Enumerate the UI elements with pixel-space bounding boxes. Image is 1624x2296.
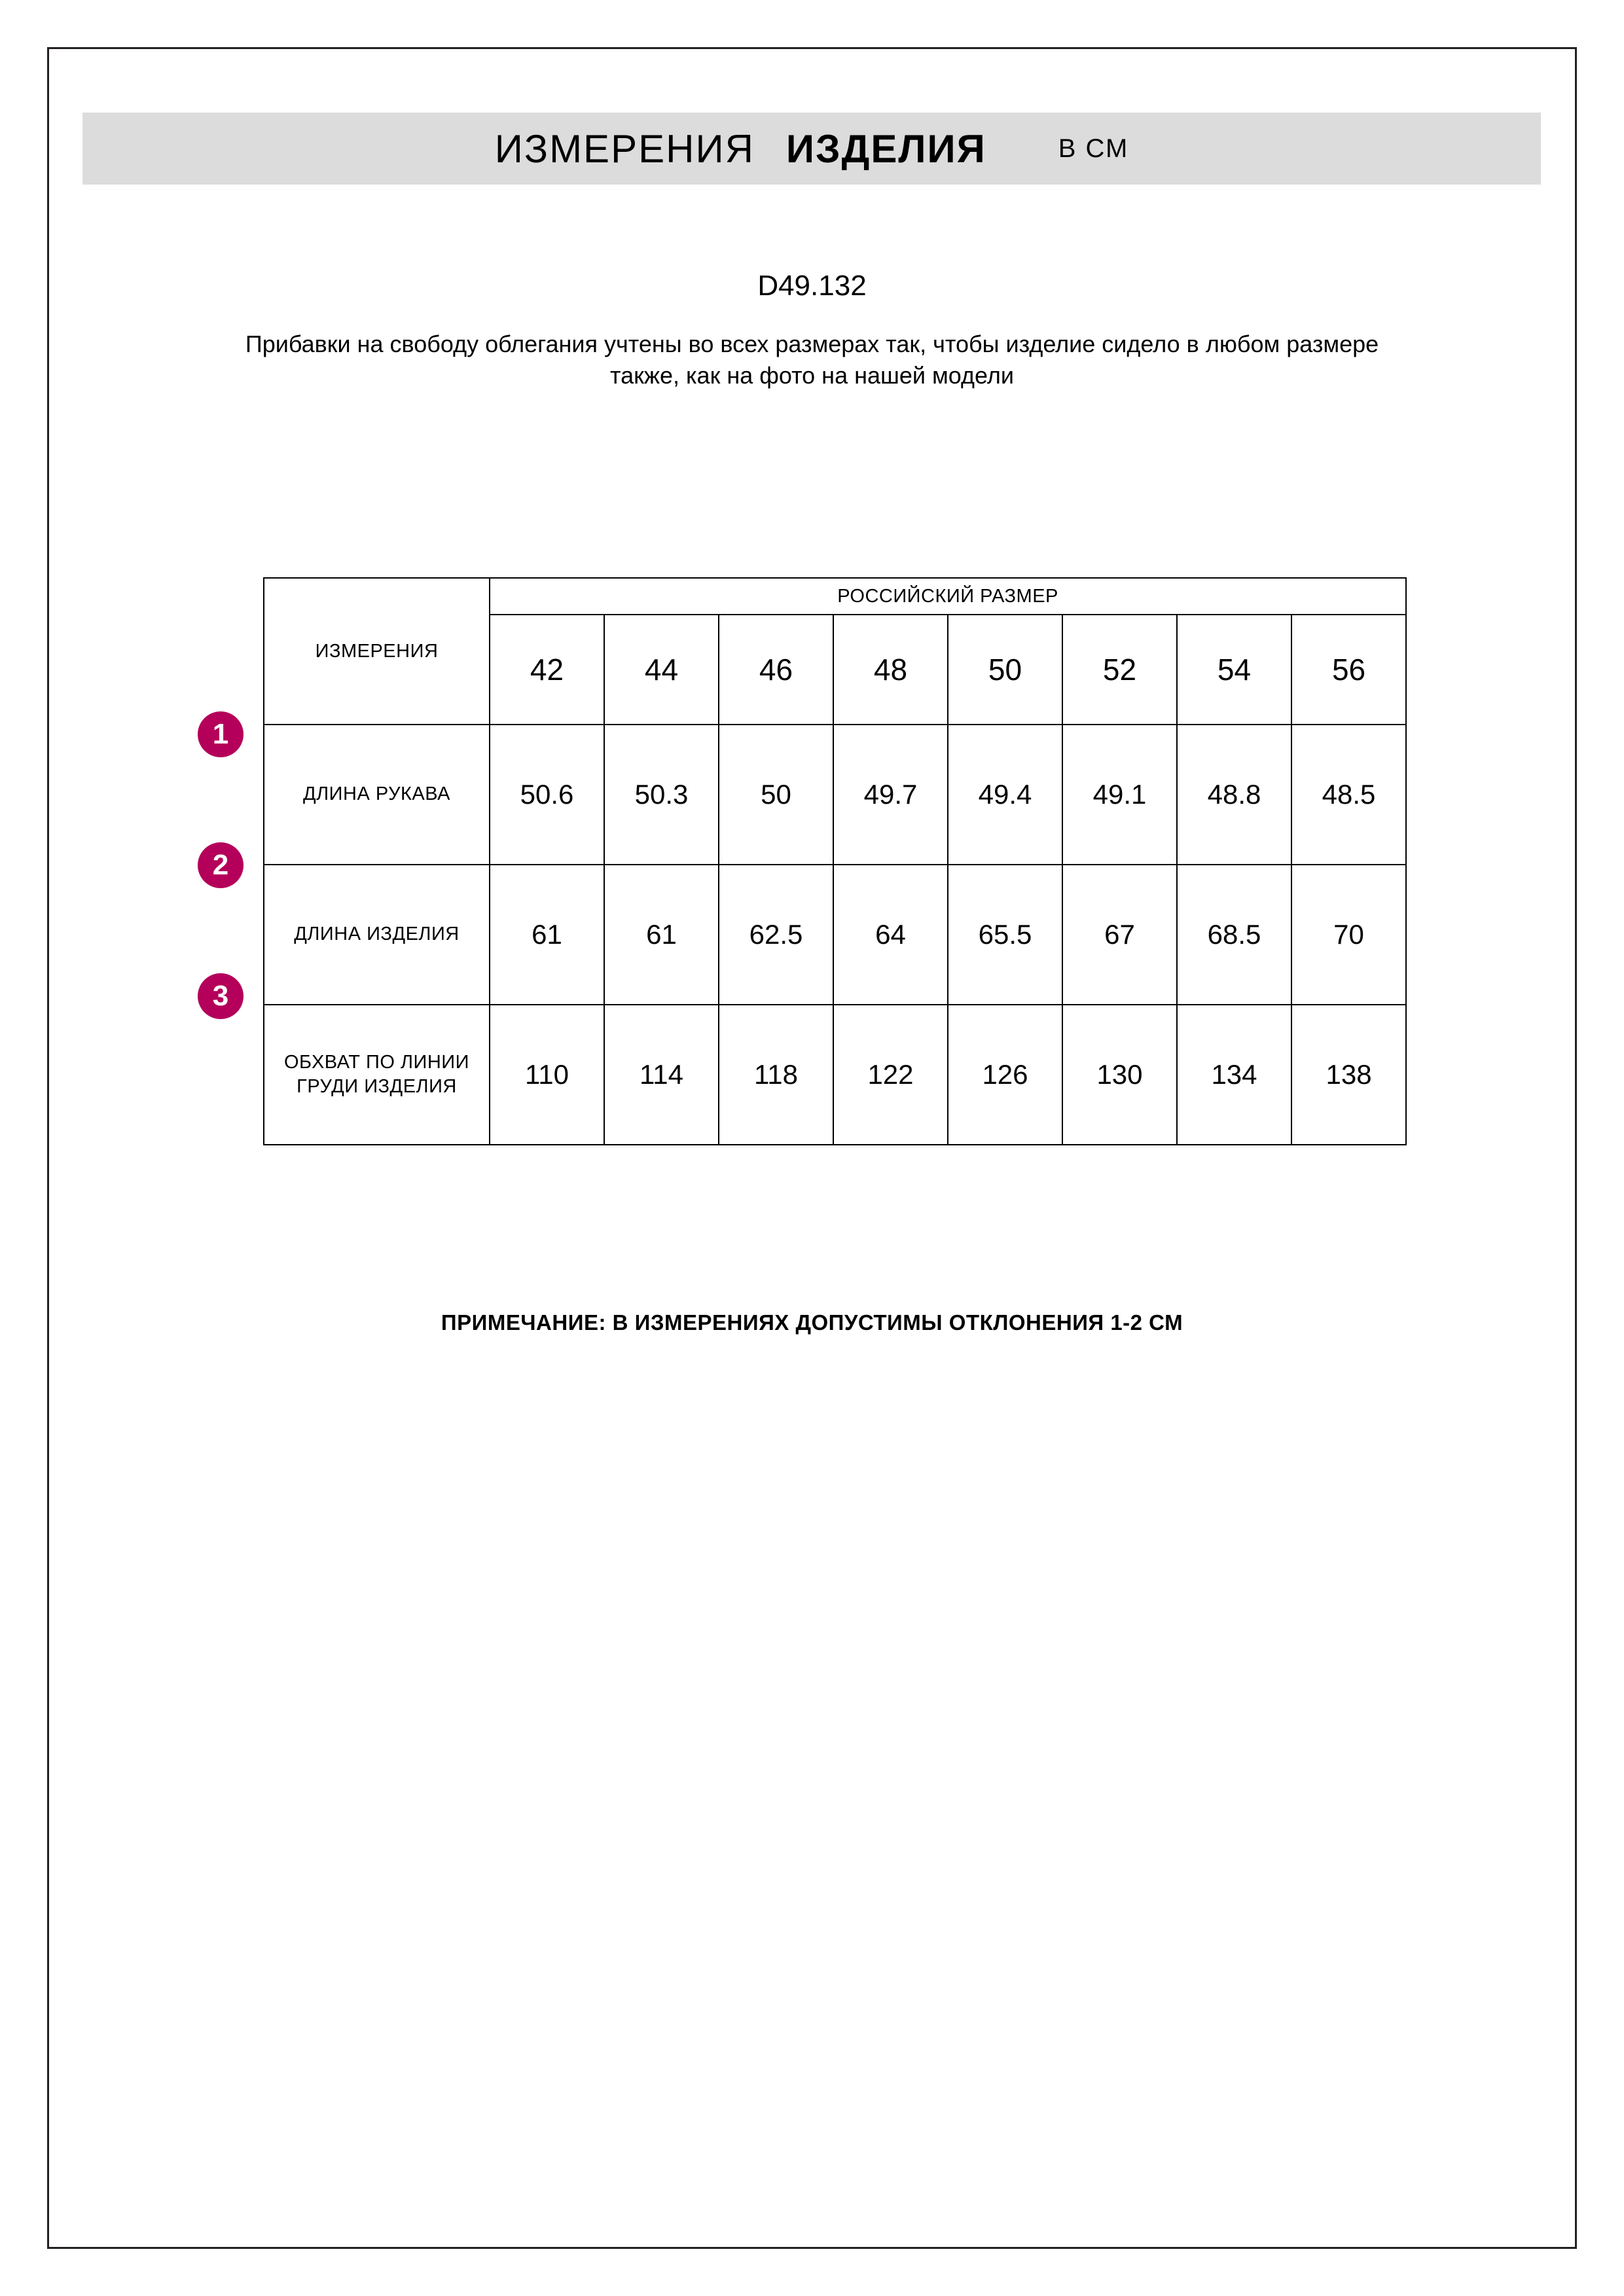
cell-chest-52: 130 — [1062, 1005, 1177, 1145]
cell-length-56: 70 — [1291, 865, 1406, 1005]
cell-chest-50: 126 — [948, 1005, 1062, 1145]
cell-sleeve-52: 49.1 — [1062, 725, 1177, 865]
cell-chest-44: 114 — [604, 1005, 719, 1145]
table-row — [264, 865, 1406, 1005]
size-header-42: 42 — [490, 615, 604, 725]
cell-sleeve-54: 48.8 — [1177, 725, 1291, 865]
cell-chest-42: 110 — [490, 1005, 604, 1145]
table-row — [264, 1005, 1406, 1145]
size-header-44: 44 — [604, 615, 719, 725]
unit-label: В СМ — [1058, 134, 1129, 163]
note-text: ПРИМЕЧАНИЕ: В ИЗМЕРЕНИЯХ ДОПУСТИМЫ ОТКЛОНЕНИЯ 1-2 СМ — [441, 1310, 1183, 1335]
cell-length-52: 67 — [1062, 865, 1177, 1005]
subtitle-text: Прибавки на свободу облегания учтены во всех размерах так, чтобы изделие сидело в любом размере также, как на фото на нашей модели — [245, 331, 1379, 389]
cell-length-42: 61 — [490, 865, 604, 1005]
cell-length-50: 65.5 — [948, 865, 1062, 1005]
cell-chest-48: 122 — [833, 1005, 948, 1145]
cell-sleeve-44: 50.3 — [604, 725, 719, 865]
table-header-group-row — [264, 578, 1406, 615]
row-marker-2: 2 — [198, 842, 244, 888]
row-label-product-length: ДЛИНА ИЗДЕЛИЯ — [264, 865, 490, 1005]
size-header-54: 54 — [1177, 615, 1291, 725]
table-row — [264, 725, 1406, 865]
page-title: ИЗМЕРЕНИЯ — [494, 126, 755, 171]
page-title-banner — [82, 113, 1541, 185]
russian-size-group-header: РОССИЙСКИЙ РАЗМЕР — [490, 578, 1406, 615]
size-header-46: 46 — [719, 615, 833, 725]
cell-length-54: 68.5 — [1177, 865, 1291, 1005]
article-code: D49.132 — [757, 270, 867, 302]
cell-sleeve-56: 48.5 — [1291, 725, 1406, 865]
cell-sleeve-50: 49.4 — [948, 725, 1062, 865]
size-header-52: 52 — [1062, 615, 1177, 725]
size-header-48: 48 — [833, 615, 948, 725]
cell-length-46: 62.5 — [719, 865, 833, 1005]
cell-sleeve-46: 50 — [719, 725, 833, 865]
size-table-wrapper — [263, 577, 1405, 1145]
document-content — [47, 47, 1577, 2249]
measurements-column-header: ИЗМЕРЕНИЯ — [264, 578, 490, 725]
row-label-chest-girth: ОБХВАТ ПО ЛИНИИ ГРУДИ ИЗДЕЛИЯ — [264, 1005, 490, 1145]
size-header-50: 50 — [948, 615, 1062, 725]
cell-chest-46: 118 — [719, 1005, 833, 1145]
cell-chest-56: 138 — [1291, 1005, 1406, 1145]
cell-chest-54: 134 — [1177, 1005, 1291, 1145]
row-label-sleeve-length: ДЛИНА РУКАВА — [264, 725, 490, 865]
cell-length-48: 64 — [833, 865, 948, 1005]
cell-sleeve-42: 50.6 — [490, 725, 604, 865]
page-title-emphasis: ИЗДЕЛИЯ — [785, 126, 986, 171]
cell-length-44: 61 — [604, 865, 719, 1005]
row-marker-1: 1 — [198, 711, 244, 757]
size-table — [263, 577, 1407, 1145]
row-marker-3: 3 — [198, 973, 244, 1019]
size-header-56: 56 — [1291, 615, 1406, 725]
cell-sleeve-48: 49.7 — [833, 725, 948, 865]
